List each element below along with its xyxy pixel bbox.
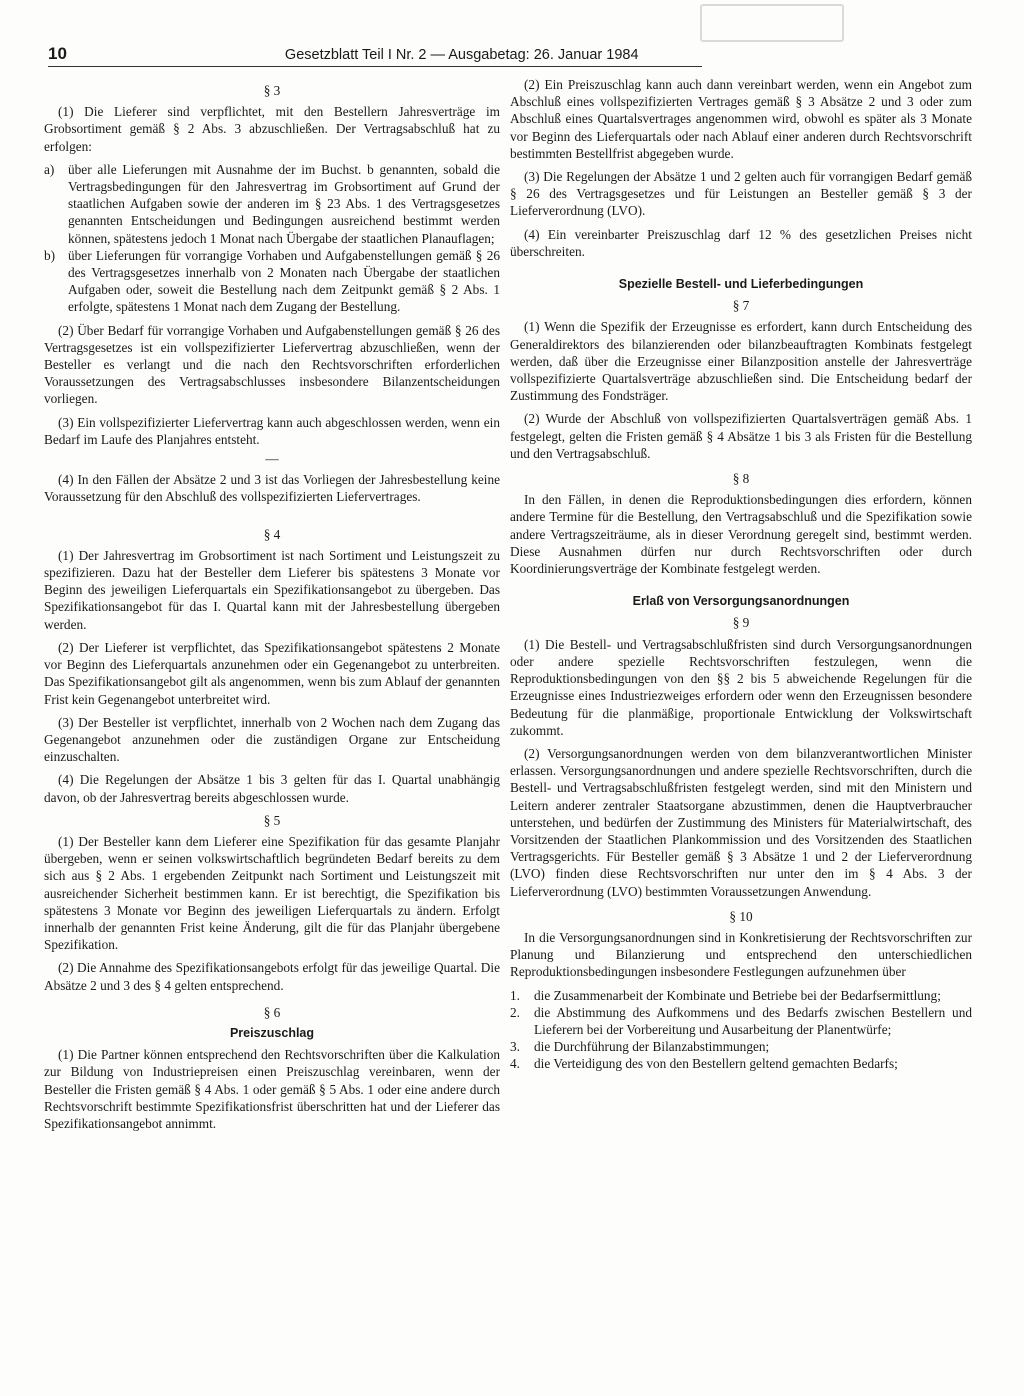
item-label: 1. <box>510 987 520 1003</box>
right-column <box>510 76 972 1079</box>
archive-stamp <box>700 4 844 42</box>
section-heading-9: § 9 <box>732 615 750 631</box>
paragraph: (1) Der Besteller kann dem Lieferer eine Spezifikation für das gesamte Planjahr übergeben, wenn er seinen volkswirtschaftlich begründeten Bedarf bereits zu dem sich aus § 2 Abs. 1 ergebenden Zeitpunkt nach Sortiment und Leistungszeit mit ausreichender Sicherheit bestimmen kann. Er ist berechtigt, die Spezifikation bis spätestens 3 Monate vor Beginn des jeweiligen Lieferquartals zu ändern. Erfolgt innerhalb der genannten Frist keine Änderung, gilt die für das Planjahr übergebene Spezifikation. <box>44 833 500 953</box>
paragraph: (2) Der Lieferer ist verpflichtet, das Spezifikationsangebot spätestens 2 Monate vor Beginn des Lieferquartals anzunehmen oder ein Gegenangebot zu unterbreiten. Das Spezifikationsangebot gilt als angenommen, wenn bis zum Ablauf der genannten Frist kein Gegenangebot unterbreitet wird. <box>44 639 500 707</box>
section-heading-6: § 6 <box>263 1004 281 1020</box>
paragraph: In den Fällen, in denen die Reproduktionsbedingungen dies erfordern, können andere Termine für die Bestellung, den Vertragsabschluß und die Spezifikation sowie andere Vertragszeiträume, als in dieser Verordnung geregelt sind, bestimmt werden. Diese Ausnahmen dürfen nur durch Rechtsvorschriften oder durch Koordinierungsverträge der Kombinate festgelegt werden. <box>510 492 972 577</box>
list-item <box>510 987 972 1004</box>
paragraph: (4) Die Regelungen der Absätze 1 bis 3 gelten für das I. Quartal unabhängig davon, ob der Jahresvertrag bereits abgeschlossen wurde. <box>44 772 500 805</box>
paragraph: (4) Ein vereinbarter Preiszuschlag darf 12 % des gesetzlichen Preises nicht überschreiten. <box>510 226 972 259</box>
paragraph: (3) Der Besteller ist verpflichtet, innerhalb von 2 Wochen nach dem Zugang das Gegenangebot anzunehmen oder die zuständigen Organe zur Entscheidung einzuschalten. <box>44 714 500 765</box>
left-column <box>44 82 500 1138</box>
paragraph: (1) Wenn die Spezifik der Erzeugnisse es erfordert, kann durch Entscheidung des Generaldirektors des bilanzierenden oder bilanzbeauftragten Kombinats festgelegt werden, daß über die Erzeugnisse einer Bilanzposition anstelle der Jahresverträge vollspezifizierte Quartalsverträge abzuschließen sind. Die Entscheidung bedarf der Zustimmung des Fondsträger. <box>510 319 972 404</box>
section-title: Erlaß von Versorgungsanordnungen <box>632 594 850 609</box>
list-item <box>44 247 500 316</box>
section-title: Spezielle Bestell- und Lieferbedingungen <box>618 277 864 292</box>
section-heading-5: § 5 <box>263 812 281 828</box>
item-label: a) <box>44 161 55 177</box>
paragraph: (2) Wurde der Abschluß von vollspezifizierten Quartalsverträgen gemäß Abs. 1 festgelegt, gelten die Fristen gemäß § 4 Absätze 1 bis 3 als Fristen für die Bestellung und den Vertragsabschluß. <box>510 411 972 461</box>
item-label: 4. <box>510 1056 520 1072</box>
paragraph: (2) Versorgungsanordnungen werden von dem bilanzverantwortlichen Minister erlassen. Versorgungsanordnungen und andere spezielle Rechtsvorschriften, durch die Bestell- und Vertragsabschlußfristen festgelegt werden, sind mit den Ministern und Leitern anderer zentraler Staatsorgane abzustimmen, denen die Hauptverbraucher unterstehen, und bedürfen der Zustimmung des Ministers für Materialwirtschaft, des Vorsitzenden der Staatlichen Plankommission und des Vorsitzenden des Staatlichen Vertragsgerichts. Für Besteller gemäß § 3 Absätze 1 und 2 der Lieferverordnung (LVO) finden diese Rechtsvorschriften nur unter den im § 4 Abs. 3 der Lieferverordnung (LVO) bestimmten Voraussetzungen Anwendung. <box>510 745 972 899</box>
section-title: Preiszuschlag <box>229 1025 315 1040</box>
list-item <box>44 161 500 247</box>
list-item <box>510 1055 972 1072</box>
page-number: 10 <box>48 44 67 63</box>
item-text: die Abstimmung des Aufkommens und des Bedarfs zwischen Bestellern und Lieferern bei der Vorbereitung und Ausarbeitung der Planentwürfe; <box>534 1004 972 1037</box>
item-text: die Zusammenarbeit der Kombinate und Betriebe bei der Bedarfsermittlung; <box>534 987 941 1003</box>
paragraph: (3) Ein vollspezifizierter Liefervertrag kann auch abgeschlossen werden, wenn ein Bedarf im Laufe des Planjahres entsteht. <box>44 414 500 447</box>
item-list <box>510 987 972 1073</box>
item-list <box>44 161 500 316</box>
item-label: 3. <box>510 1039 520 1055</box>
item-label: 2. <box>510 1004 520 1020</box>
paragraph: (1) Die Lieferer sind verpflichtet, mit den Bestellern Jahresverträge im Grobsortiment gemäß § 2 Abs. 3 abzuschließen. Der Vertragsabschluß hat zu erfolgen: <box>44 104 500 154</box>
separator-dash: — <box>265 451 279 467</box>
section-heading-7: § 7 <box>732 298 750 314</box>
list-item <box>510 1004 972 1038</box>
item-text: die Durchführung der Bilanzabstimmungen; <box>534 1039 770 1055</box>
paragraph: (2) Ein Preiszuschlag kann auch dann vereinbart werden, wenn ein Angebot zum Abschluß eines vollspezifizierten Vertrages gemäß § 3 Absätze 2 und 3 oder zum Abschluß eines Quartalsvertrages angenommen wird, obwohl es später als 3 Monate vor Beginn des Lieferquartals oder nach Ablauf einer anderen durch Rechtsvorschrift bestimmten Bestellfrist abgegeben wurde. <box>510 77 972 161</box>
page-header <box>48 44 702 67</box>
section-heading-10: § 10 <box>729 908 753 924</box>
section-heading-3: § 3 <box>263 83 281 98</box>
paragraph: (2) Die Annahme des Spezifikationsangebots erfolgt für das jeweilige Quartal. Die Absätze 2 und 3 des § 4 gelten entsprechend. <box>44 960 500 993</box>
item-text: die Verteidigung des von den Bestellern geltend gemachten Bedarfs; <box>534 1056 898 1072</box>
paragraph: (4) In den Fällen der Absätze 2 und 3 ist das Vorliegen der Jahresbestellung keine Voraussetzung für den Abschluß des vollspezifizierten Liefervertrages. <box>44 472 500 505</box>
item-label: b) <box>44 247 56 263</box>
list-item <box>510 1038 972 1055</box>
paragraph: (1) Die Partner können entsprechend den Rechtsvorschriften über die Kalkulation zur Bildung von Industriepreisen einen Preiszuschlag vereinbaren, wenn der Besteller die Fristen gemäß § 4 Abs. 1 oder gemäß § 5 Abs. 1 oder eine andere durch Rechtsvorschrift bestimmte Spezifikationsfrist überschritten hat und der Lieferer das Spezifikationsangebot annimmt. <box>44 1047 500 1131</box>
paragraph: (1) Der Jahresvertrag im Grobsortiment ist nach Sortiment und Leistungszeit zu spezifizieren. Dazu hat der Besteller dem Lieferer bis spätestens 3 Monate vor Beginn des jeweiligen Lieferquartals ein Spezifikationsangebot zu übergeben. Das Spezifikationsangebot für das I. Quartal kann mit der Jahresbestellung übergeben werden. <box>44 547 500 632</box>
paragraph: (2) Über Bedarf für vorrangige Vorhaben und Aufgabenstellungen gemäß § 26 des Vertragsgesetzes ist ein vollspezifizierter Liefervertrag abzuschließen, wenn der Besteller es verlangt und die nach den Rechtsvorschriften erforderlichen Voraussetzungen des Vertragsabschlusses insbesondere Bilanzentscheidungen vorliegen. <box>44 322 500 407</box>
item-text: über alle Lieferungen mit Ausnahme der im Buchst. b genannten, sobald die Vertragsbedingungen für den Jahresvertrag im Grobsortiment auf Grund der staatlichen Aufgaben sowie der anderen im § 23 Abs. 1 des Vertragsgesetzes genannten Entscheidungen und Bedingungen ausreichend bestimmt werden können, spätestens jedoch 1 Monat nach Übergabe der staatlichen Planauflagen; <box>68 161 500 246</box>
section-heading-4: § 4 <box>263 526 281 542</box>
item-text: über Lieferungen für vorrangige Vorhaben und Aufgabenstellungen gemäß § 26 des Vertragsgesetzes innerhalb von 2 Monaten nach Übergabe der staatlichen Aufgaben oder, soweit die Bestellung nach dem Zeitpunkt gemäß § 2 Abs. 1 erfolgte, spätestens 1 Monat nach dem Zugang der Bestellung. <box>68 247 500 315</box>
section-heading-8: § 8 <box>732 471 750 487</box>
gazette-title: Gesetzblatt Teil I Nr. 2 — Ausgabetag: 26. Januar 1984 <box>284 47 639 63</box>
paragraph: (3) Die Regelungen der Absätze 1 und 2 gelten auch für vorrangigen Bedarf gemäß § 26 des Vertragsgesetzes und für Leistungen an Besteller gemäß § 3 der Lieferverordnung (LVO). <box>510 169 972 219</box>
paragraph: (1) Die Bestell- und Vertragsabschlußfristen sind durch Versorgungsanordnungen oder andere spezielle Rechtsvorschriften festzulegen, wenn die Reproduktionsbedingungen von den §§ 2 bis 5 abweichende Regelungen für die Erzeugnisse eines Industriezweiges erfordern oder wenn den Erzeugnissen besondere Bedeutung für die planmäßige, proportionale Entwicklung der Volkswirtschaft zukommt. <box>510 636 972 738</box>
paragraph: In die Versorgungsanordnungen sind in Konkretisierung der Rechtsvorschriften zur Planung und Bilanzierung und entsprechend den unterschiedlichen Reproduktionsbedingungen insbesondere Festlegungen aufzunehmen über <box>510 929 972 980</box>
